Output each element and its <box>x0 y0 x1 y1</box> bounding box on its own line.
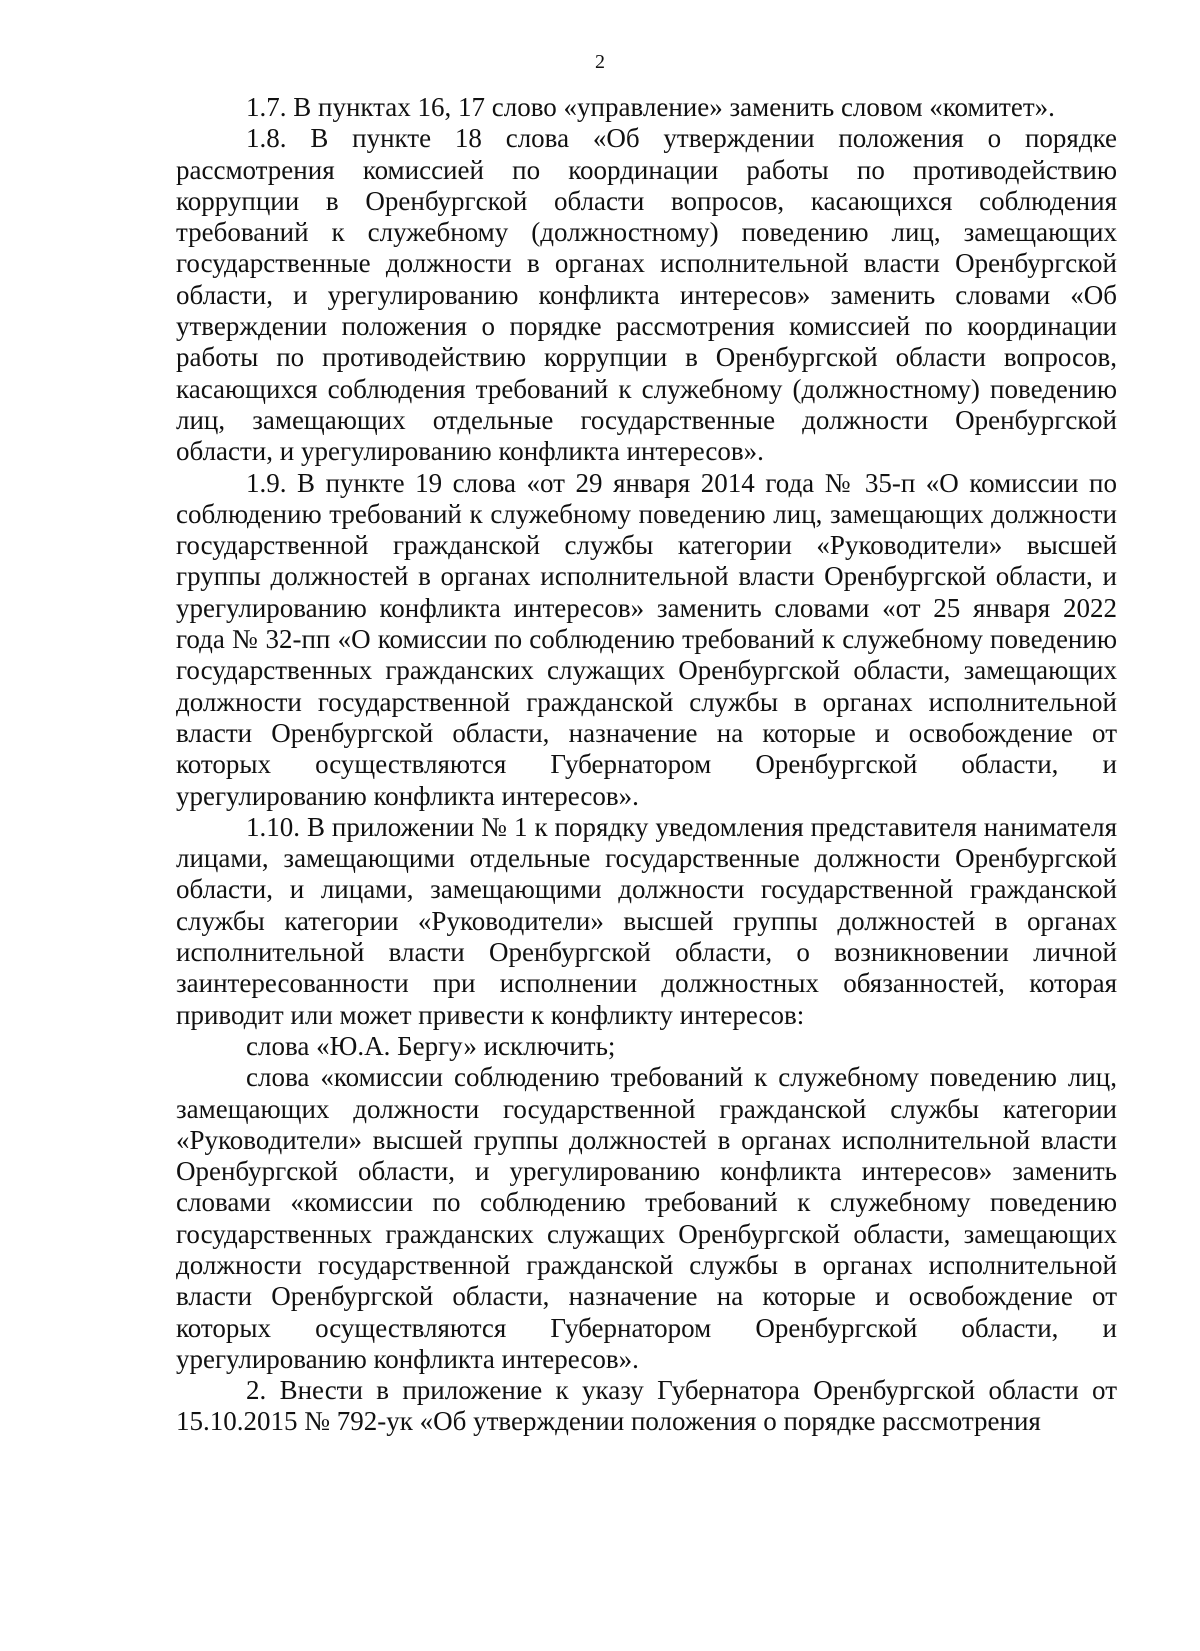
paragraph-2: 2. Внести в приложение к указу Губернатора Оренбургской области от 15.10.2015 № 792-ук «Об утверждении положения о порядке рассмотрения <box>176 1375 1117 1437</box>
paragraph-1-7: 1.7. В пунктах 16, 17 слово «управление» заменить словом «комитет». <box>246 92 1055 122</box>
paragraph-exclude-words: слова «Ю.А. Бергу» исключить; <box>246 1030 616 1061</box>
paragraph-1-10: 1.10. В приложении № 1 к порядку уведомления представителя нанимателя лицами, замещающими отдельные государственные должности Оренбургской области, и лицами, замещающими должности государственной гражданской службы категории «Руководители» высшей группы должностей в органах исполнительной власти Оренбургской области, о возникновении личной заинтересованности при исполнении должностных обязанностей, которая приводит или может привести к конфликту интересов: <box>176 811 1117 1030</box>
paragraph-1-9: 1.9. В пункте 19 слова «от 29 января 2014 года № 35-п «О комиссии по соблюдению требований к служебному поведению лиц, замещающих должности государственной гражданской службы категории «Руководители» высшей группы должностей в органах исполнительной власти Оренбургской области, и урегулированию конфликта интересов» заменить словами «от 25 января 2022 года № 32-пп «О комиссии по соблюдению требований к служебному поведению государственных гражданских служащих Оренбургской области, замещающих должности государственной гражданской службы в органах исполнительной власти Оренбургской области, назначение на которые и освобождение от которых осуществляются Губернатором Оренбургской области, и урегулированию конфликта интересов». <box>176 467 1117 811</box>
page-number: 2 <box>595 51 605 73</box>
document-body <box>176 92 1117 1438</box>
paragraph-1-8: 1.8. В пункте 18 слова «Об утверждении положения о порядке рассмотрения комиссией по координации работы по противодействию коррупции в Оренбургской области вопросов, касающихся соблюдения требований к служебному (должностному) поведению лиц, замещающих государственные должности в органах исполнительной власти Оренбургской области, и урегулированию конфликта интересов» заменить словами «Об утверждении положения о порядке рассмотрения комиссией по координации работы по противодействию коррупции в Оренбургской области вопросов, касающихся соблюдения требований к служебному (должностному) поведению лиц, замещающих отдельные государственные должности Оренбургской области, и урегулированию конфликта интересов». <box>176 123 1117 467</box>
paragraph-replace-words: слова «комиссии соблюдению требований к служебному поведению лиц, замещающих должности государственной гражданской службы категории «Руководители» высшей группы должностей в органах исполнительной власти Оренбургской области, и урегулированию конфликта интересов» заменить словами «комиссии по соблюдению требований к служебному поведению государственных гражданских служащих Оренбургской области, замещающих должности государственной гражданской службы в органах исполнительной власти Оренбургской области, назначение на которые и освобождение от которых осуществляются Губернатором Оренбургской области, и урегулированию конфликта интересов». <box>176 1062 1117 1374</box>
